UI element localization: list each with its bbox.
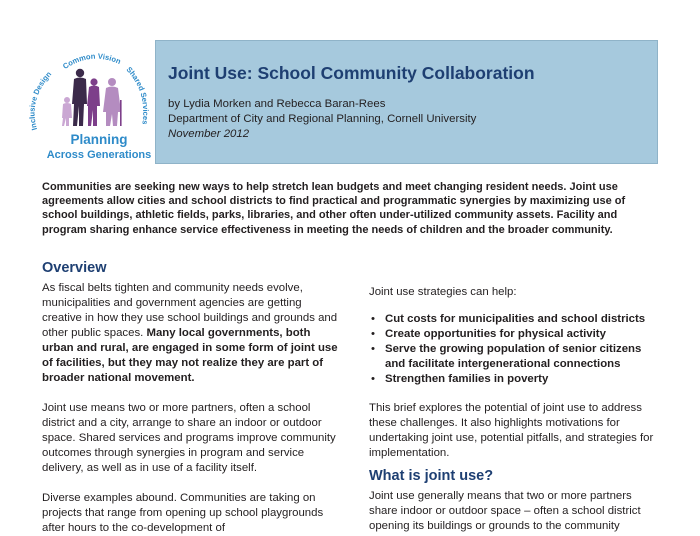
list-item: • Serve the growing population of senior citizens and facilitate intergenerational connections xyxy=(369,342,661,372)
page-title: Joint Use: School Community Collaboration xyxy=(168,63,535,83)
list-item: • Create opportunities for physical activity xyxy=(369,327,661,342)
department: Department of City and Regional Planning, Cornell University xyxy=(168,113,477,125)
what-is-joint-use-heading: What is joint use? xyxy=(369,468,494,484)
strategies-intro: Joint use strategies can help: xyxy=(369,286,517,298)
overview-p1-bold: Many local governments, both urban and rural, are engaged in some form of joint use of facilities, but they may not realize they are part of broader national movement. xyxy=(42,327,338,384)
what-is-joint-use-paragraph: Joint use generally means that two or more partners share indoor or outdoor space – often a school district opening its buildings or grounds to the community xyxy=(369,490,641,532)
publication-date: November 2012 xyxy=(168,128,250,140)
logo-arc-right: Shared Services xyxy=(124,65,151,126)
overview-heading: Overview xyxy=(42,260,107,276)
logo-graphic xyxy=(18,40,158,165)
overview-paragraph-3: Diverse examples abound. Communities are taking on projects that range from opening up school playgrounds after hours to the co-development of xyxy=(42,492,324,534)
planning-across-generations-logo xyxy=(18,40,158,165)
what-is-joint-use-column xyxy=(369,489,661,534)
strategies-column xyxy=(369,285,661,461)
logo-title-line2: Across Generations xyxy=(46,149,152,161)
strategies-list xyxy=(369,312,661,387)
logo-title-line1: Planning xyxy=(70,132,128,147)
people-silhouette-icon xyxy=(62,69,122,126)
list-item: • Strengthen families in poverty xyxy=(369,372,661,387)
logo-arc-left: Inclusive Design xyxy=(27,69,54,132)
overview-paragraph-1 xyxy=(42,281,340,386)
intro-paragraph: Communities are seeking new ways to help stretch lean budgets and meet changing resident needs. Joint use agreements allow cities and school districts to find practical and programmatic synergies by maximizing use of school buildings, athletic fields, parks, libraries, and other often under-utilized community assets. Facility and program sharing enhance service effectiveness in meeting the needs of children and the broader community. xyxy=(42,181,626,236)
authors: by Lydia Morken and Rebecca Baran-Rees xyxy=(168,98,386,110)
overview-p1-text: As fiscal belts tighten and community needs evolve, municipalities and government agencies are getting creative in how they use school buildings and grounds and other public spaces. xyxy=(42,282,338,339)
overview-column xyxy=(42,281,340,536)
brief-paragraph: This brief explores the potential of joint use to address these challenges. It also highlights motivations for undertaking joint use, potential pitfalls, and strategies for implementation. xyxy=(369,402,654,459)
logo-arc-top: Common Vision xyxy=(61,51,123,71)
byline xyxy=(168,97,476,142)
overview-paragraph-2: Joint use means two or more partners, often a school district and a city, arrange to share an indoor or outdoor space. Shared services and programs improve community outcomes through synergies in program and service delivery, as well as in use of a facility itself. xyxy=(42,402,336,474)
list-item: • Cut costs for municipalities and school districts xyxy=(369,312,661,327)
